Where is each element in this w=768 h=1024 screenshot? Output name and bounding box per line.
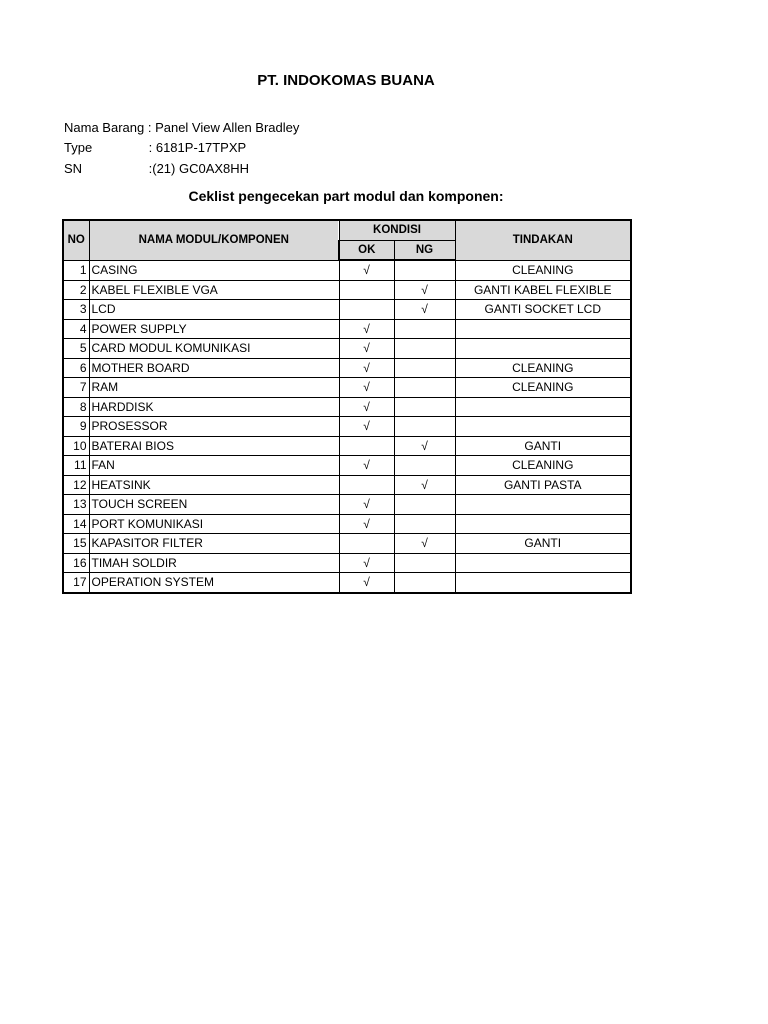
row-no: 12	[63, 475, 89, 495]
table-row	[63, 397, 631, 417]
info-nama-barang	[64, 119, 299, 137]
row-tindakan	[455, 495, 631, 515]
table-header-row	[63, 220, 631, 240]
row-ng: √	[394, 436, 455, 456]
row-name: KABEL FLEXIBLE VGA	[89, 280, 339, 300]
type-value: : 6181P-17TPXP	[148, 140, 247, 155]
row-ok: √	[339, 573, 394, 593]
row-name: POWER SUPPLY	[89, 319, 339, 339]
row-name: HEATSINK	[89, 475, 339, 495]
table-row	[63, 514, 631, 534]
row-name: PORT KOMUNIKASI	[89, 514, 339, 534]
info-sn	[64, 160, 249, 178]
row-no: 15	[63, 534, 89, 554]
row-no: 14	[63, 514, 89, 534]
table-row	[63, 260, 631, 280]
row-tindakan	[455, 573, 631, 593]
row-ok	[339, 280, 394, 300]
table-row	[63, 436, 631, 456]
table-row	[63, 495, 631, 515]
table-row	[63, 339, 631, 359]
parts-checklist-table	[62, 219, 632, 594]
row-no: 6	[63, 358, 89, 378]
row-ng	[394, 339, 455, 359]
row-name: LCD	[89, 300, 339, 320]
row-ok: √	[339, 397, 394, 417]
row-name: CASING	[89, 260, 339, 280]
row-ok: √	[339, 553, 394, 573]
table-row	[63, 417, 631, 437]
row-name: RAM	[89, 378, 339, 398]
row-ok	[339, 300, 394, 320]
row-tindakan	[455, 417, 631, 437]
row-no: 3	[63, 300, 89, 320]
table-row	[63, 456, 631, 476]
header-name: NAMA MODUL/KOMPONEN	[89, 220, 339, 260]
row-tindakan: GANTI	[455, 534, 631, 554]
row-ng	[394, 358, 455, 378]
row-tindakan: CLEANING	[455, 456, 631, 476]
sn-value: :(21) GC0AX8HH	[148, 161, 250, 176]
row-name: KAPASITOR FILTER	[89, 534, 339, 554]
row-tindakan: GANTI	[455, 436, 631, 456]
row-ng	[394, 553, 455, 573]
nama-barang-value: : Panel View Allen Bradley	[147, 120, 300, 135]
row-no: 5	[63, 339, 89, 359]
row-name: MOTHER BOARD	[89, 358, 339, 378]
row-ng	[394, 319, 455, 339]
header-tindakan: TINDAKAN	[455, 220, 631, 260]
row-ng	[394, 397, 455, 417]
row-ok: √	[339, 514, 394, 534]
row-no: 8	[63, 397, 89, 417]
table-row	[63, 358, 631, 378]
row-no: 4	[63, 319, 89, 339]
row-ng	[394, 260, 455, 280]
row-ok: √	[339, 378, 394, 398]
company-name: PT. INDOKOMAS BUANA	[257, 72, 435, 89]
row-tindakan	[455, 319, 631, 339]
row-tindakan: GANTI KABEL FLEXIBLE	[455, 280, 631, 300]
row-ok: √	[339, 319, 394, 339]
row-ng	[394, 573, 455, 593]
type-label: Type	[64, 140, 93, 155]
row-tindakan	[455, 397, 631, 417]
row-name: FAN	[89, 456, 339, 476]
nama-barang-label: Nama Barang	[64, 120, 145, 135]
header-no: NO	[63, 220, 89, 260]
row-ng	[394, 456, 455, 476]
row-ng: √	[394, 280, 455, 300]
row-ng	[394, 417, 455, 437]
row-ok: √	[339, 260, 394, 280]
row-ng: √	[394, 534, 455, 554]
row-name: CARD MODUL KOMUNIKASI	[89, 339, 339, 359]
row-name: TIMAH SOLDIR	[89, 553, 339, 573]
table-row	[63, 319, 631, 339]
row-ng: √	[394, 300, 455, 320]
table-row	[63, 573, 631, 593]
row-no: 9	[63, 417, 89, 437]
header-ng: NG	[394, 240, 455, 260]
row-ok: √	[339, 417, 394, 437]
row-name: TOUCH SCREEN	[89, 495, 339, 515]
row-ok	[339, 534, 394, 554]
sn-label: SN	[64, 161, 83, 176]
row-no: 7	[63, 378, 89, 398]
table-row	[63, 534, 631, 554]
row-name: PROSESSOR	[89, 417, 339, 437]
row-tindakan: CLEANING	[455, 260, 631, 280]
table-row	[63, 378, 631, 398]
row-no: 13	[63, 495, 89, 515]
row-tindakan	[455, 553, 631, 573]
row-ok	[339, 436, 394, 456]
row-tindakan	[455, 514, 631, 534]
row-name: BATERAI BIOS	[89, 436, 339, 456]
row-name: HARDDISK	[89, 397, 339, 417]
row-tindakan	[455, 339, 631, 359]
row-tindakan: GANTI SOCKET LCD	[455, 300, 631, 320]
row-tindakan: CLEANING	[455, 358, 631, 378]
row-no: 10	[63, 436, 89, 456]
row-tindakan: GANTI PASTA	[455, 475, 631, 495]
checklist-title: Ceklist pengecekan part modul dan komponen:	[188, 188, 504, 204]
row-ok	[339, 475, 394, 495]
row-ok: √	[339, 358, 394, 378]
row-ng	[394, 378, 455, 398]
row-name: OPERATION SYSTEM	[89, 573, 339, 593]
table-row	[63, 280, 631, 300]
row-ng: √	[394, 475, 455, 495]
row-ok: √	[339, 339, 394, 359]
table-row	[63, 553, 631, 573]
table-row	[63, 475, 631, 495]
row-no: 1	[63, 260, 89, 280]
row-ok: √	[339, 456, 394, 476]
row-ng	[394, 495, 455, 515]
row-ok: √	[339, 495, 394, 515]
row-no: 11	[63, 456, 89, 476]
table-row	[63, 300, 631, 320]
row-tindakan: CLEANING	[455, 378, 631, 398]
header-ok: OK	[339, 240, 394, 260]
row-no: 2	[63, 280, 89, 300]
row-ng	[394, 514, 455, 534]
row-no: 16	[63, 553, 89, 573]
header-kondisi: KONDISI	[339, 220, 455, 240]
info-type	[64, 139, 246, 157]
row-no: 17	[63, 573, 89, 593]
